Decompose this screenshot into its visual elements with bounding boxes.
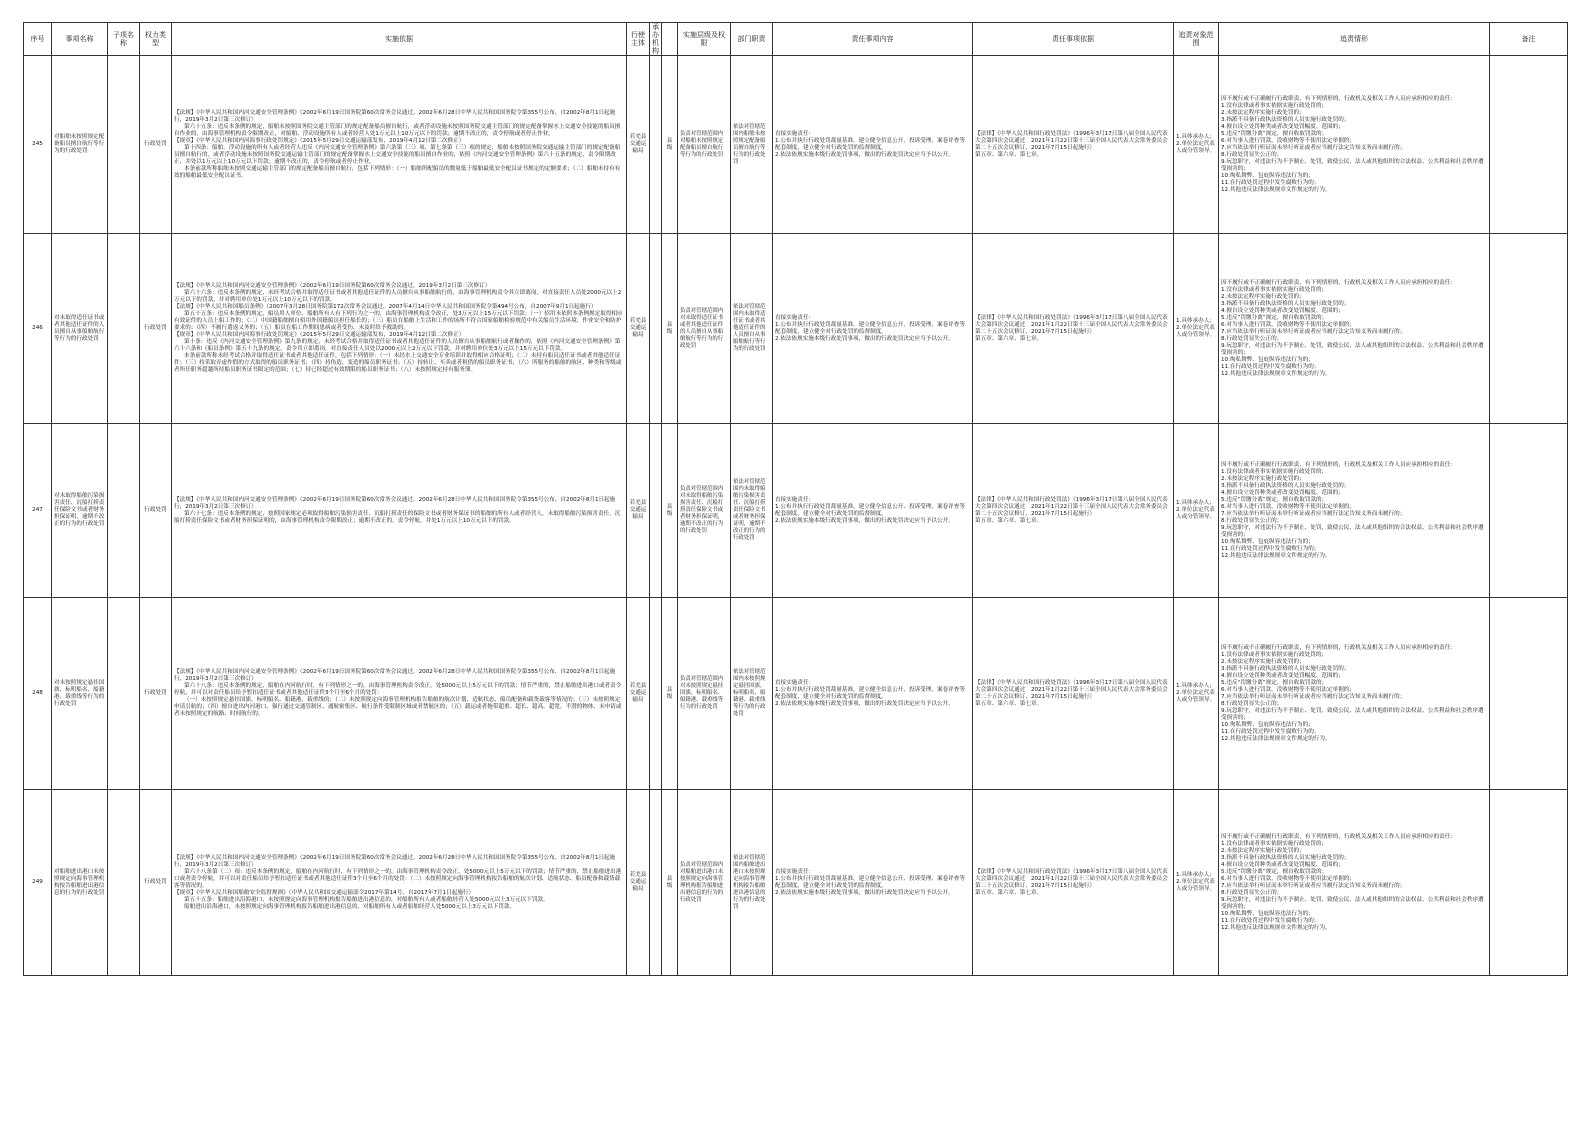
row-situations: [1219, 598, 1490, 790]
table-body: [24, 56, 1568, 976]
row-content-line: 直接实施责任：: [775, 868, 815, 875]
basis-line: 船舶进出沿海港口，未按照规定向海事管理机构报告船舶进出港信息的，对船舶所有人或者船舶经营人处5000元以上3万元以下罚款。: [184, 903, 516, 910]
row-level-power: 负责对管辖范围内对未取得船舶污染损害责任、沉船打捞责任保险文书或者财务担保证明，逾期不改正的行为的行政处罚: [678, 424, 731, 598]
row-scope: [1174, 424, 1219, 598]
row-scope-line: 2.单位法定代表人或分管领导。: [1176, 879, 1216, 892]
row-situations-line: 4.擅自设立处罚种类或者改变处罚幅度、范围的；: [1221, 489, 1344, 496]
row-content-line: 2.依法依规实施本级行政处罚事项，做出的行政处罚决定应当予以公开。: [775, 151, 954, 158]
basis-line: 【法规】《中华人民共和国船员条例》（2007年3月28日国务院第172次常务会议通过，2007年4月14日中华人民共和国国务院令第494号公布，自2007年9月1日起施行）: [174, 304, 597, 310]
row-basis: [172, 424, 627, 598]
row-situations-line: 3.指派不具备行政执法资格的人员实施行政处罚的；: [1221, 300, 1350, 307]
row-scope-line: 1.具体承办人；: [1176, 500, 1215, 506]
basis-line: 第六十八条第（二）项：违反本条例的规定，船舶在内河航行时，有下列情形之一的，由海事管理机构责令改正，处5000元以上5万元以下的罚款；情节严重的，禁止船舶进出港口或者责令停航，并可以对责任船员给予暂扣适任证书或者其他适任证件3个月至6个月的处罚：（二）未按照规定向海事管理机构报告船舶的航次计划、适航状态、船员配备和载货载客等情况的。: [174, 868, 622, 889]
row-situations-line: 1.没有法律或者事实依据实施行政处罚的；: [1221, 468, 1328, 475]
row-situations-line: 因不履行或不正确履行行政职责，有下列情形的，行政机关及相关工作人员应承担相应的责任：: [1221, 833, 1456, 840]
row-situations-line: 9.玩忽职守，对违法行为不予制止、处罚，致使公民、法人或其他组织的合法权益、公共利益和社会秩序遭受损害的；: [1221, 342, 1484, 356]
row-situations-line: 1.没有法律或者事实依据实施行政处罚的；: [1221, 840, 1328, 847]
row-level: 县级: [662, 424, 678, 598]
row-no: 245: [24, 56, 52, 234]
row-level-power: 负责对管辖范围内对船舶未按照规定配备船员擅自航行等行为的行政处罚: [678, 56, 731, 234]
table-row: [24, 424, 1568, 598]
row-situations-line: 9.玩忽职守，对违法行为不予制止、处罚，致使公民、法人或其他组织的合法权益、公共利益和社会秩序遭受损害的；: [1221, 524, 1484, 538]
row-sub: [108, 56, 140, 234]
row-content-line: 1.公布并执行行政处罚裁量基准，建立健全信息公开、投诉受理、案卷评查等配套制度，建立健全对行政处罚的监督制度。: [775, 503, 965, 517]
row-content-line: 2.依法依规实施本级行政处罚事项，做出的行政处罚决定应当予以公开。: [775, 517, 954, 524]
row-level-power: 负责对管辖范围内对船舶进出港口未按照规定向海事管理机构报告船舶进出港信息的行为的行政处罚: [678, 790, 731, 976]
header-dept: 部门职责: [731, 23, 773, 56]
row-situations-line: 6.对当事人进行罚款，没收财物等不使用法定单据的；: [1221, 875, 1355, 882]
row-situations-line: 因不履行或不正确履行行政职责，有下列情形的，行政机关及相关工作人员应承担相应的责任：: [1221, 461, 1456, 468]
row-situations-line: 3.指派不具备行政执法资格的人员实施行政处罚的；: [1221, 116, 1350, 123]
row-basis: [172, 56, 627, 234]
row-situations-line: 因不履行或不正确履行行政职责，有下列情形的，行政机关及相关工作人员应承担相应的责任：: [1221, 644, 1456, 651]
basis-line: 【规章】《中华人民共和国船舶安全监督规则》（中华人民共和国交通运输部令2017年第14号，自2017年7月1日起施行）: [174, 889, 475, 896]
row-situations-line: 4.擅自设立处罚种类或者改变处罚幅度、范围的；: [1221, 861, 1344, 868]
row-sub: [108, 790, 140, 976]
basis-line: 【法规】《中华人民共和国内河交通安全管理条例》（2002年6月19日国务院第60次常务会议通过，2002年6月28日中华人民共和国国务院令第355号公布，自2002年8月1日起施行，2019年3月2日第三次修订）: [174, 854, 616, 868]
row-content-line: 直接实施责任：: [775, 130, 815, 137]
row-content-line: 2.依法依规实施本级行政处罚事项，做出的行政处罚决定应当予以公开。: [775, 700, 954, 707]
row-scope: [1174, 790, 1219, 976]
row-content: [773, 790, 973, 976]
row-resp-basis: [973, 56, 1174, 234]
row-resp-basis-line: 第五章、第六章、第七章。: [975, 889, 1043, 896]
row-basis: [172, 598, 627, 790]
row-no: 248: [24, 598, 52, 790]
row-content: [773, 234, 973, 424]
row-situations-line: 9.玩忽职守，对违法行为不予制止、处罚，致使公民、法人或其他组织的合法权益、公共利益和社会秩序遭受损害的；: [1221, 896, 1484, 910]
row-content-line: 2.依法依规实施本级行政处罚事项，做出的行政处罚决定应当予以公开。: [775, 889, 954, 896]
row-resp-basis: [973, 424, 1174, 598]
basis-line: 第十条：违反《内河交通安全管理条例》第九条的规定，未经考试合格并取得适任证书或者其他适任证件的人员擅自从事船舶航行或者操作的，依照《内河交通安全管理条例》第六十六条和《船员条例》第五十九条的规定，责令其立即离岗，对直接责任人员处以2000元以上2万元以下罚款，并对聘用单位处3万元以上15万元以下罚款。: [174, 339, 621, 352]
row-situations-line: 6.对当事人进行罚款，没收财物等不使用法定单据的；: [1221, 686, 1355, 693]
row-type: 行政处罚: [140, 598, 172, 790]
header-no: 序号: [24, 23, 52, 56]
row-situations-line: 7.应当依法举行听证而未举行听证或者应当履行法定告知义务而未履行的；: [1221, 328, 1406, 335]
row-situations-line: 2.未按法定程序实施行政处罚的；: [1221, 658, 1305, 665]
row-type: 行政处罚: [140, 56, 172, 234]
row-no: 249: [24, 790, 52, 976]
row-resp-basis-line: 第五章、第六章、第七章。: [975, 700, 1043, 707]
basis-line: 第六十五条：违反本条例的规定，船舶未按照国务院交通主管部门的规定配备船员擅自航行，或者浮动设施未按照国务院交通主管部门的规定配备掌握水上交通安全技能的船员擅自作业的，由海事管理机构责令限期改正，对船舶、浮动设施所有人或者经营人处1万元以上10万元以下的罚款；逾期不改正的，责令停航或者停止作业。: [174, 123, 621, 137]
row-situations-line: 10.徇私舞弊、包庇纵容违法行为的；: [1221, 356, 1314, 363]
row-scope-line: 2.单位法定代表人或分管领导。: [1176, 507, 1216, 520]
row-content-line: 1.公布并执行行政处罚裁量基准，建立健全信息公开、投诉受理、案卷评查等配套制度，建立健全对行政处罚的监督制度。: [775, 321, 965, 335]
row-situations: [1219, 56, 1490, 234]
row-content: [773, 424, 973, 598]
row-dept: 依法对管辖范围内未按照规定悬挂国旗，标明船名、船籍港、载重线等行为的行政处罚: [731, 598, 773, 790]
basis-line: 第五十五条：违反本条例的规定，船员用人单位、船舶所有人有下列行为之一的，由海事管理机构责令改正，处3万元以上15万元以下罚款：（一）招用未依照本条例规定取得相应有效证件的人员上船工作的；（二）中国籍船舶擅自招用外国籍船员担任船长的；（三）船员在船舶上生活和工作的场所不符合国家船舶检验规范中有关船员生活环境、作业安全和防护要求的；（四）不履行遣返义务的；（五）船员在船工作期间患病或者受伤，未及时给予救助的。: [174, 311, 623, 331]
row-situations-line: 7.应当依法举行听证而未举行听证或者应当履行法定告知义务而未履行的；: [1221, 882, 1406, 889]
row-situations-line: 1.没有法律或者事实依据实施行政处罚的；: [1221, 651, 1328, 658]
row-sub: [108, 234, 140, 424]
row-situations-line: 9.玩忽职守，对违法行为不予制止、处罚，致使公民、法人或其他组织的合法权益、公共利益和社会秩序遭受损害的；: [1221, 158, 1484, 172]
row-content-line: 直接实施责任：: [775, 496, 815, 503]
basis-line: 本条前款所称船舶未按照交通运输主管部门的规定配备船员擅自航行，包括下列情形：（一）船舶所配船员的数量低于船舶最低安全配员证书规定的定额要求；（二）船舶未持有有效的船舶最低安全配员证书。: [174, 165, 621, 179]
row-situations-line: 2.未按法定程序实施行政处罚的；: [1221, 109, 1305, 116]
row-no: 247: [24, 424, 52, 598]
row-name: 对船舶未按照规定配备船员擅自航行等行为的行政处罚: [52, 56, 108, 234]
header-name: 事项名称: [52, 23, 108, 56]
row-situations-line: 5.违反“罚缴分离”规定，擅自收取罚款的；: [1221, 130, 1328, 137]
row-situations-line: 3.指派不具备行政执法资格的人员实施行政处罚的；: [1221, 854, 1350, 861]
row-situations-line: 3.指派不具备行政执法资格的人员实施行政处罚的；: [1221, 665, 1350, 672]
header-basis: 实施依据: [172, 23, 627, 56]
header-subject: 行使主体: [627, 23, 650, 56]
basis-line: 【法规】《中华人民共和国内河交通安全管理条例》（2002年6月19日国务院第60次常务会议通过，2002年6月28日中华人民共和国国务院令第355号公布，自2002年8月1日起施行，2019年3月2日第三次修订）: [174, 496, 616, 510]
row-situations-line: 4.擅自设立处罚种类或者改变处罚幅度、范围的；: [1221, 672, 1344, 679]
row-situations-line: 11.在行政处罚过程中发生腐败行为的；: [1221, 917, 1320, 924]
row-no: 246: [24, 234, 52, 424]
row-remark: [1490, 598, 1568, 790]
row-resp-basis-line: 第五章、第六章、第七章。: [975, 517, 1043, 524]
row-scope-line: 1.具体承办人；: [1176, 872, 1215, 878]
row-org: [650, 56, 662, 234]
row-sub: [108, 424, 140, 598]
row-content-line: 直接实施责任：: [775, 314, 815, 321]
row-content-line: 1.公布并执行行政处罚裁量基准，建立健全信息公开、投诉受理、案卷评查等配套制度，建立健全对行政处罚的监督制度。: [775, 137, 965, 151]
row-situations-line: 12.其他违反法律法规规章文件规定的行为。: [1221, 552, 1331, 559]
row-resp-basis-line: 第五章、第六章、第七章。: [975, 335, 1043, 342]
row-situations-line: 12.其他违反法律法规规章文件规定的行为。: [1221, 186, 1331, 193]
row-level: 县级: [662, 598, 678, 790]
responsibility-table: [23, 22, 1568, 976]
row-situations-line: 5.违反“罚缴分离”规定，擅自收取罚款的；: [1221, 496, 1328, 503]
basis-line: 第六十六条：违反本条例的规定，未经考试合格并取得适任证书或者其他适任证件的人员擅自从事船舶航行的，由海事管理机构责令其立即离岗，对直接责任人员处2000元以上2万元以下的罚款，并对聘用单位处1万元以上10万元以下的罚款。: [174, 290, 622, 303]
row-level-power: 负责对管辖范围内对未按照规定悬挂国旗，标明船名、船籍港、载重线等行为的行政处罚: [678, 598, 731, 790]
row-resp-basis-line: 【法律】《中华人民共和国行政处罚法》（1996年3月17日第八届全国人民代表大会第四次会议通过 2021年1月22日第十三届全国人民代表大会常务委员会第二十五次会议修订，2021年7月15日起施行）: [975, 496, 1168, 517]
row-situations-line: 8.行政处罚显失公正的；: [1221, 151, 1283, 158]
row-level: 县级: [662, 234, 678, 424]
row-situations-line: 7.应当依法举行听证而未举行听证或者应当履行法定告知义务而未履行的；: [1221, 693, 1406, 700]
basis-line: 【法规】《中华人民共和国内河交通安全管理条例》（2002年6月19日国务院第60次常务会议通过，2002年6月28日中华人民共和国国务院令第355号公布，自2002年8月1日起施行，2019年3月2日第三次修订）: [174, 109, 616, 123]
row-resp-basis: [973, 234, 1174, 424]
row-situations-line: 6.对当事人进行罚款，没收财物等不使用法定单据的；: [1221, 137, 1355, 144]
row-name: 对船舶进出港口未按照规定向海事管理机构报告船舶进出港信息的行为的行政处罚: [52, 790, 108, 976]
row-situations-line: 因不履行或不正确履行行政职责，有下列情形的，行政机关及相关工作人员应承担相应的责任：: [1221, 279, 1456, 286]
row-situations-line: 11.在行政处罚过程中发生腐败行为的；: [1221, 728, 1320, 735]
row-situations-line: 12.其他违反法律法规规章文件规定的行为。: [1221, 924, 1331, 931]
row-resp-basis-line: 【法律】《中华人民共和国行政处罚法》（1996年3月17日第八届全国人民代表大会第四次会议通过 2021年1月22日第十三届全国人民代表大会常务委员会第二十五次会议修订，2021年7月15日起施行）: [975, 868, 1168, 889]
row-scope: [1174, 234, 1219, 424]
row-situations-line: 2.未按法定程序实施行政处罚的；: [1221, 847, 1305, 854]
row-org: [650, 598, 662, 790]
row-level: 县级: [662, 56, 678, 234]
basis-line: （一）未按照规定悬挂国旗，标明船名、船籍港、载重线的；（二）未按照规定向海事管理机构报告船舶的航次计划、适航状态、船员配备和载货载客等情况的；（三）未按照规定申请引航的；（四）擅自进出内河港口，强行通过交通管制区、通航密集区、航行条件受限制区域或者禁航区的；（五）载运或者拖带超重、超长、超高、超宽、半潜的物体，未申请或者未按照规定的航路、时间航行的。: [174, 697, 622, 717]
row-situations-line: 1.没有法律或者事实依据实施行政处罚的；: [1221, 102, 1328, 109]
basis-line: 【法规】《中华人民共和国内河交通安全管理条例》（2002年6月19日国务院第60次常务会议通过，2019年3月2日第三次修订）: [174, 283, 491, 289]
row-situations-line: 因不履行或不正确履行行政职责，有下列情形的，行政机关及相关工作人员应承担相应的责任：: [1221, 95, 1456, 102]
row-scope-line: 2.单位法定代表人或分管领导。: [1176, 690, 1216, 703]
row-dept: 依法对管辖范围内船舶进出港口未按照规定向海事管理机构报告船舶进出港信息的行为的行政处罚: [731, 790, 773, 976]
row-dept: 依法对管辖范围内未取得适任证书或者其他适任证件的人员擅自从事船舶航行等行为的行政处罚: [731, 234, 773, 424]
row-situations-line: 10.徇私舞弊、包庇纵容违法行为的；: [1221, 721, 1314, 728]
row-situations-line: 3.指派不具备行政执法资格的人员实施行政处罚的；: [1221, 482, 1350, 489]
row-situations-line: 5.违反“罚缴分离”规定，擅自收取罚款的；: [1221, 314, 1328, 321]
row-situations-line: 2.未按法定程序实施行政处罚的；: [1221, 475, 1305, 482]
header-level-power: 实施层级及权限: [678, 23, 731, 56]
header-content: 责任事项内容: [773, 23, 973, 56]
header-org: 承办机构: [650, 23, 662, 56]
row-scope-line: 2.单位法定代表人或分管领导。: [1176, 325, 1216, 338]
row-situations-line: 10.徇私舞弊、包庇纵容违法行为的；: [1221, 910, 1314, 917]
row-situations-line: 1.没有法律或者事实依据实施行政处罚的；: [1221, 286, 1328, 293]
row-situations-line: 8.行政处罚显失公正的；: [1221, 700, 1283, 707]
row-content-line: 2.依法依规实施本级行政处罚事项，做出的行政处罚决定应当予以公开。: [775, 335, 954, 342]
row-name: 对未取得船舶污染损害责任、沉船打捞责任保险文书或者财务担保证明，逾期不改正的行为的行政处罚: [52, 424, 108, 598]
row-scope-line: 1.具体承办人；: [1176, 134, 1215, 140]
row-situations-line: 5.违反“罚缴分离”规定，擅自收取罚款的；: [1221, 868, 1328, 875]
row-scope: [1174, 56, 1219, 234]
basis-line: 第六十七条：违反本条例的规定，按照国家规定必须取得船舶污染损害责任、沉船打捞责任的保险文书或者财务保证书的船舶的所有人或者经营人，未取得船舶污染损害责任、沉船打捞责任保险文书或者财务担保证明的，由海事管理机构责令限期改正；逾期不改正的，责令停航，并处1万元以上10万元以下的罚款。: [174, 510, 621, 524]
row-type: 行政处罚: [140, 790, 172, 976]
row-content-line: 1.公布并执行行政处罚裁量基准，建立健全信息公开、投诉受理、案卷评查等配套制度，建立健全对行政处罚的监督制度。: [775, 686, 965, 700]
row-org: [650, 424, 662, 598]
header-level: [662, 23, 678, 56]
table-row: [24, 790, 1568, 976]
row-situations-line: 10.徇私舞弊、包庇纵容违法行为的；: [1221, 172, 1314, 179]
row-situations-line: 4.擅自设立处罚种类或者改变处罚幅度、范围的；: [1221, 307, 1344, 314]
row-resp-basis-line: 【法律】《中华人民共和国行政处罚法》（1996年3月17日第八届全国人民代表大会第四次会议通过 2021年1月22日第十三届全国人民代表大会常务委员会第二十五次会议修订，2021年7月15日起施行）: [975, 679, 1168, 700]
row-content-line: 1.公布并执行行政处罚裁量基准，建立健全信息公开、投诉受理、案卷评查等配套制度，建立健全对行政处罚的监督制度。: [775, 875, 965, 889]
row-basis: [172, 234, 627, 424]
row-situations-line: 12.其他违反法律法规规章文件规定的行为。: [1221, 735, 1331, 742]
row-situations-line: 4.擅自设立处罚种类或者改变处罚幅度、范围的；: [1221, 123, 1344, 130]
row-resp-basis-line: 【法律】《中华人民共和国行政处罚法》（1996年3月17日第八届全国人民代表大会第四次会议通过 2021年1月22日第十三届全国人民代表大会常务委员会第二十五次会议修订，2021年7月15日起施行）: [975, 314, 1168, 335]
row-remark: [1490, 56, 1568, 234]
row-org: [650, 234, 662, 424]
row-situations-line: 11.在行政处罚过程中发生腐败行为的；: [1221, 545, 1320, 552]
basis-line: 【规章】《中华人民共和国内河海事行政处罚规定》（2015年5月29日交通运输部发布，2019年4月12日第二次修正）: [174, 332, 465, 338]
basis-line: 第十四条：船舶、浮动设施的所有人或者经营人违反《内河交通安全管理条例》第六条第（三）项、第七条第（三）项的规定，船舶未按照国务院交通运输主管部门的规定配备船员擅自航行的，或者浮动设施未按照国务院交通运输主管部门的规定配备掌握水上交通安全技能的船员擅自作业的，依照《内河交通安全管理条例》第六十五条的规定，责令限期改正，并处以1万元以上10万元以下罚款；逾期不改正的，责令停航或者停止作业。: [174, 144, 621, 165]
header-type: 权力类型: [140, 23, 172, 56]
row-scope-line: 1.具体承办人；: [1176, 318, 1215, 324]
basis-line: 本条前款所称未经考试合格并取得适任证书或者其他适任证件，包括下列情形：（一）未经水上交通安全专业培训并取得相应合格证明；（二）未持有船员适任证书或者其他适任证件；（三）持采取弄虚作假的方式取得的船员职务证书；（四）持伪造、变造的船员职务证书；（五）持转让、买卖或者租借的船员职务证书；（六）所服务的船舶的航区、种类和等级或者所任职务超越所持船员职务证书限定的范围；（七）持已经超过有效期限的船员职务证书；（八）未按照规定持有服务簿。: [174, 353, 622, 373]
header-row: [24, 23, 1568, 56]
basis-line: 第五十五条：船舶进出沿海港口，未按照规定向海事管理机构报告船舶进出港信息的，对船舶所有人或者船舶经营人处5000元以上3万元以下罚款。: [184, 896, 549, 903]
row-name: 对未取得适任证书或者其他适任证件的人员擅自从事船舶航行等行为的行政处罚: [52, 234, 108, 424]
row-subject: 若羌县交通运输局: [627, 424, 650, 598]
row-situations-line: 11.在行政处罚过程中发生腐败行为的；: [1221, 363, 1320, 370]
table-row: [24, 56, 1568, 234]
row-dept: 依法对管辖范围内未取得船舶污染损害责任、沉船打捞责任保险文书或者财务担保证明，逾期不改正的行为的行政处罚: [731, 424, 773, 598]
row-content-line: 直接实施责任：: [775, 679, 815, 686]
row-scope-line: 1.具体承办人；: [1176, 683, 1215, 689]
row-situations-line: 8.行政处罚显失公正的；: [1221, 517, 1283, 524]
row-situations-line: 7.应当依法举行听证而未举行听证或者应当履行法定告知义务而未履行的；: [1221, 510, 1406, 517]
row-subject: 若羌县交通运输局: [627, 234, 650, 424]
row-subject: 若羌县交通运输局: [627, 790, 650, 976]
header-situations: 追责情形: [1219, 23, 1490, 56]
row-situations: [1219, 234, 1490, 424]
row-resp-basis: [973, 598, 1174, 790]
row-situations-line: 10.徇私舞弊、包庇纵容违法行为的；: [1221, 538, 1314, 545]
basis-line: 【法规】《中华人民共和国内河交通安全管理条例》（2002年6月19日国务院第60次常务会议通过，2002年6月28日中华人民共和国国务院令第355号公布，自2002年8月1日起施行，2019年3月2日第三次修订）: [174, 669, 616, 682]
basis-line: 【规章】《中华人民共和国内河海事行政处罚规定》（2015年5月29日交通运输部发布，2019年4月12日第二次修正）: [174, 137, 465, 144]
row-resp-basis: [973, 790, 1174, 976]
row-dept: 依法对管辖范围内船舶未按照规定配备船员擅自航行等行为的行政处罚: [731, 56, 773, 234]
row-subject: 若羌县交通运输局: [627, 56, 650, 234]
row-situations-line: 7.应当依法举行听证而未举行听证或者应当履行法定告知义务而未履行的；: [1221, 144, 1406, 151]
row-situations-line: 11.在行政处罚过程中发生腐败行为的；: [1221, 179, 1320, 186]
row-basis: [172, 790, 627, 976]
row-type: 行政处罚: [140, 424, 172, 598]
row-subject: 若羌县交通运输局: [627, 598, 650, 790]
row-scope: [1174, 598, 1219, 790]
row-level: 县级: [662, 790, 678, 976]
row-level-power: 负责对管辖范围内对未取得适任证书或者其他适任证件的人员擅自从事船舶航行等行为的行政处罚: [678, 234, 731, 424]
table-row: [24, 598, 1568, 790]
header-sub: 子项名称: [108, 23, 140, 56]
row-situations-line: 5.违反“罚缴分离”规定，擅自收取罚款的；: [1221, 679, 1328, 686]
row-type: 行政处罚: [140, 234, 172, 424]
row-situations-line: 8.行政处罚显失公正的；: [1221, 889, 1283, 896]
row-remark: [1490, 790, 1568, 976]
row-content: [773, 56, 973, 234]
row-situations-line: 9.玩忽职守，对违法行为不予制止、处罚，致使公民、法人或其他组织的合法权益、公共利益和社会秩序遭受损害的；: [1221, 707, 1484, 721]
row-content: [773, 598, 973, 790]
header-resp-basis: 责任事项依据: [973, 23, 1174, 56]
header-remark: 备注: [1490, 23, 1568, 56]
row-resp-basis-line: 【法律】《中华人民共和国行政处罚法》（1996年3月17日第八届全国人民代表大会第四次会议通过 2021年1月22日第十三届全国人民代表大会常务委员会第二十五次会议修订，2021年7月15日起施行）: [975, 130, 1168, 151]
basis-line: 第六十八条：违反本条例的规定，船舶在内河航行时，有下列情形之一的，由海事管理机构责令改正，处5000元以上5万元以下的罚款；情节严重的，禁止船舶进出港口或者责令停航，并可以对责任船员给予暂扣适任证书或者其他适任证件3个月至6个月的处罚：: [174, 683, 622, 696]
row-situations: [1219, 424, 1490, 598]
row-situations-line: 8.行政处罚显失公正的；: [1221, 335, 1283, 342]
row-sub: [108, 598, 140, 790]
row-remark: [1490, 234, 1568, 424]
table-row: [24, 234, 1568, 424]
row-situations: [1219, 790, 1490, 976]
row-situations-line: 6.对当事人进行罚款，没收财物等不使用法定单据的；: [1221, 321, 1355, 328]
row-situations-line: 12.其他违反法律法规规章文件规定的行为。: [1221, 370, 1331, 377]
row-situations-line: 6.对当事人进行罚款，没收财物等不使用法定单据的；: [1221, 503, 1355, 510]
row-scope-line: 2.单位法定代表人或分管领导。: [1176, 141, 1216, 154]
header-scope: 追责对象范围: [1174, 23, 1219, 56]
row-situations-line: 2.未按法定程序实施行政处罚的；: [1221, 293, 1305, 300]
row-remark: [1490, 424, 1568, 598]
row-name: 对未按照规定悬挂国旗，标明船名、船籍港、载重线等行为的行政处罚: [52, 598, 108, 790]
row-resp-basis-line: 第五章、第六章、第七章。: [975, 151, 1043, 158]
row-org: [650, 790, 662, 976]
